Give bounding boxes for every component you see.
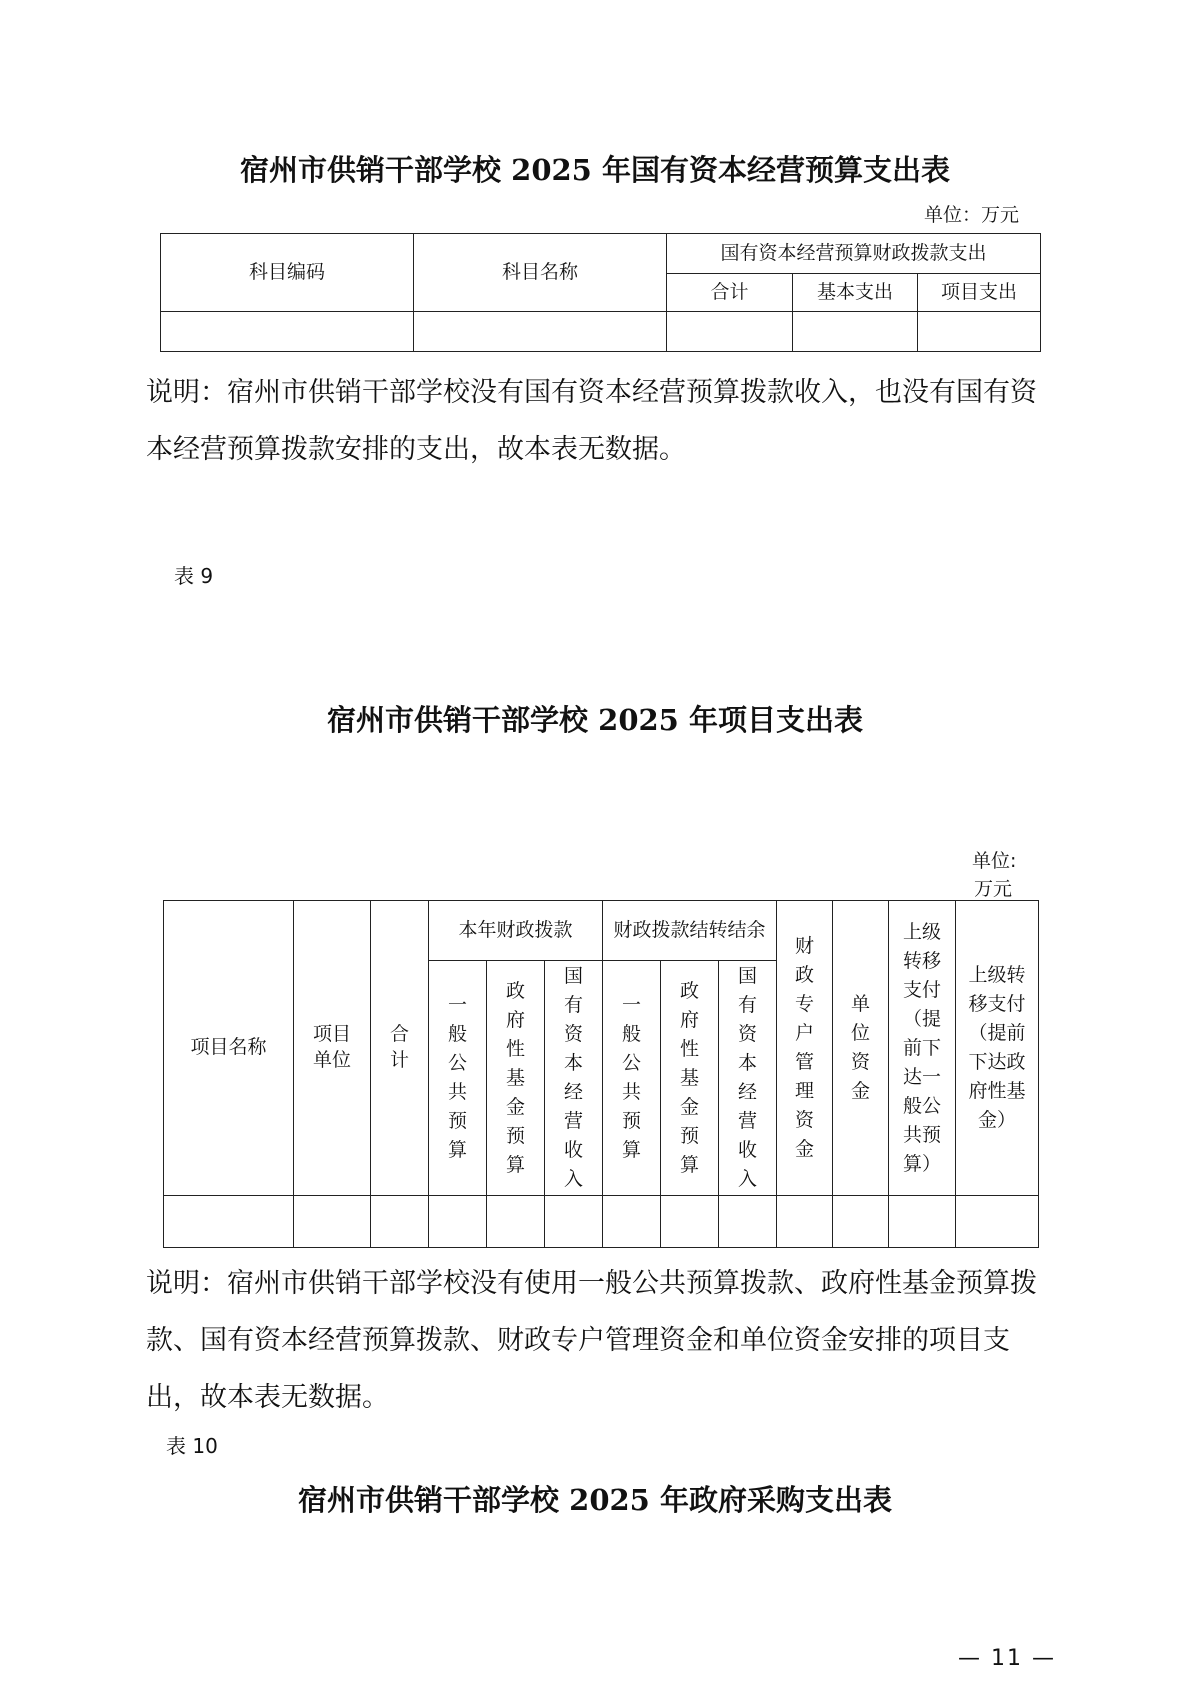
header-special-account-funds: 财政专户管理资金 bbox=[777, 901, 833, 1196]
state-capital-budget-table bbox=[160, 233, 1041, 352]
table8-title: 宿州市供销干部学校 2025 年国有资本经营预算支出表 bbox=[240, 153, 950, 187]
header-carry-general-budget: 一般公共预算 bbox=[603, 961, 661, 1196]
header-current-general-budget: 一般公共预算 bbox=[429, 961, 487, 1196]
header-subject-code: 科目编码 bbox=[161, 234, 414, 312]
header-group-current-year: 本年财政拨款 bbox=[429, 901, 603, 961]
header-total: 合计 bbox=[667, 274, 793, 312]
header-group-carryover: 财政拨款结转结余 bbox=[603, 901, 777, 961]
table10-label: 表 10 bbox=[166, 1434, 218, 1458]
table9-unit-line2: 万元 bbox=[974, 878, 1013, 900]
header-subject-name: 科目名称 bbox=[414, 234, 667, 312]
table9-label: 表 9 bbox=[174, 564, 214, 588]
header-basic-expense: 基本支出 bbox=[793, 274, 918, 312]
header-unit-funds: 单位资金 bbox=[833, 901, 889, 1196]
header-transfer-fund: 上级转移支付（提前下达政府性基金） bbox=[956, 901, 1039, 1196]
table10-title: 宿州市供销干部学校 2025 年政府采购支出表 bbox=[298, 1483, 892, 1517]
header-transfer-general: 上级转移支付（提前下达一般公共预算） bbox=[889, 901, 956, 1196]
header-current-fund-budget: 政府性基金预算 bbox=[487, 961, 545, 1196]
header-project-name: 项目名称 bbox=[164, 901, 294, 1196]
table-row bbox=[161, 312, 1041, 352]
header-project-unit: 项目单位 bbox=[294, 901, 371, 1196]
project-expense-table bbox=[163, 900, 1039, 1248]
table9-note: 说明：宿州市供销干部学校没有使用一般公共预算拨款、政府性基金预算拨款、国有资本经营预算拨款、财政专户管理资金和单位资金安排的项目支出，故本表无数据。 bbox=[146, 1268, 1037, 1413]
table-row bbox=[164, 1196, 1039, 1248]
table9-title: 宿州市供销干部学校 2025 年项目支出表 bbox=[327, 703, 863, 737]
table9-unit-line1: 单位: bbox=[972, 850, 1017, 872]
table8-unit: 单位：万元 bbox=[924, 204, 1020, 226]
header-carry-state-capital: 国有资本经营收入 bbox=[719, 961, 777, 1196]
header-project-expense: 项目支出 bbox=[918, 274, 1041, 312]
page-number: — 11 — bbox=[958, 1646, 1056, 1671]
header-total: 合计 bbox=[371, 901, 429, 1196]
header-current-state-capital: 国有资本经营收入 bbox=[545, 961, 603, 1196]
header-group-state-capital: 国有资本经营预算财政拨款支出 bbox=[667, 234, 1041, 274]
table8-note: 说明：宿州市供销干部学校没有国有资本经营预算拨款收入，也没有国有资本经营预算拨款安排的支出，故本表无数据。 bbox=[146, 377, 1037, 465]
header-carry-fund-budget: 政府性基金预算 bbox=[661, 961, 719, 1196]
